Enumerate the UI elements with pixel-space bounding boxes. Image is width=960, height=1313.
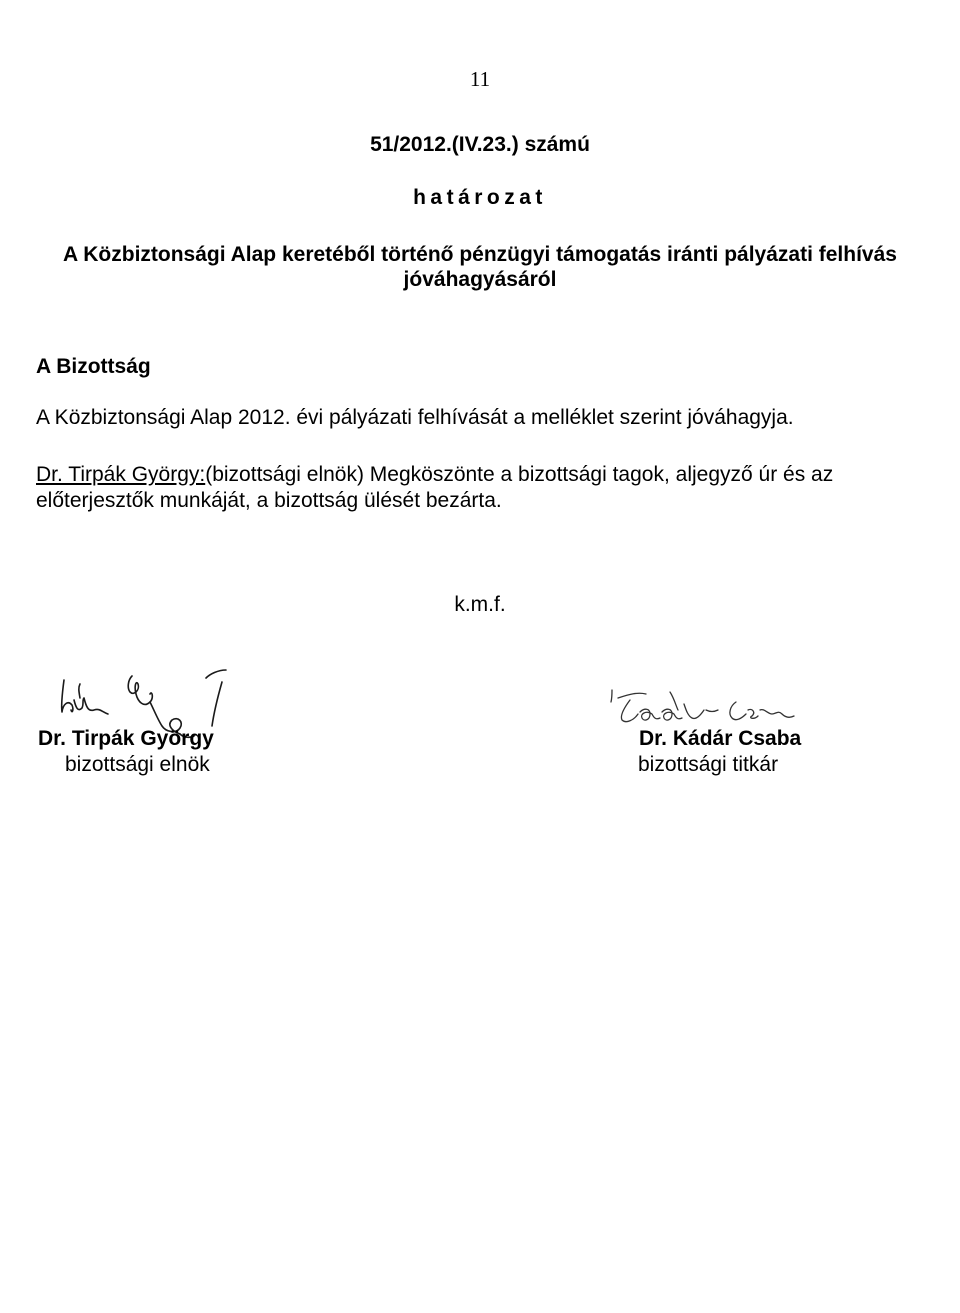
decision-number: 51/2012.(IV.23.) számú [370, 133, 590, 156]
left-signatory-name: Dr. Tirpák György [38, 727, 214, 750]
kmf-label: k.m.f. [454, 593, 506, 616]
body-heading: A Bizottság [36, 355, 151, 378]
closing-paragraph [36, 462, 926, 514]
left-signatory-role: bizottsági elnök [65, 753, 210, 776]
resolution-text: A Közbiztonsági Alap 2012. évi pályázati felhívását a melléklet szerint jóváhagyja. [36, 406, 794, 429]
closing-text: (bizottsági elnök) Megköszönte a bizottsági tagok, aljegyző úr és az előterjesztők munkáját, a bizottság ülését bezárta. [36, 463, 834, 512]
right-signatory-role: bizottsági titkár [638, 753, 779, 776]
decision-subject: A Közbiztonsági Alap keretéből történő pénzügyi támogatás iránti pályázati felhívás jóváhagyásáról [63, 243, 897, 291]
decision-title: határozat [413, 186, 547, 209]
closing-speaker: Dr. Tirpák György: [36, 463, 206, 486]
right-signatory-name: Dr. Kádár Csaba [639, 727, 802, 750]
page-number: 11 [469, 67, 491, 91]
